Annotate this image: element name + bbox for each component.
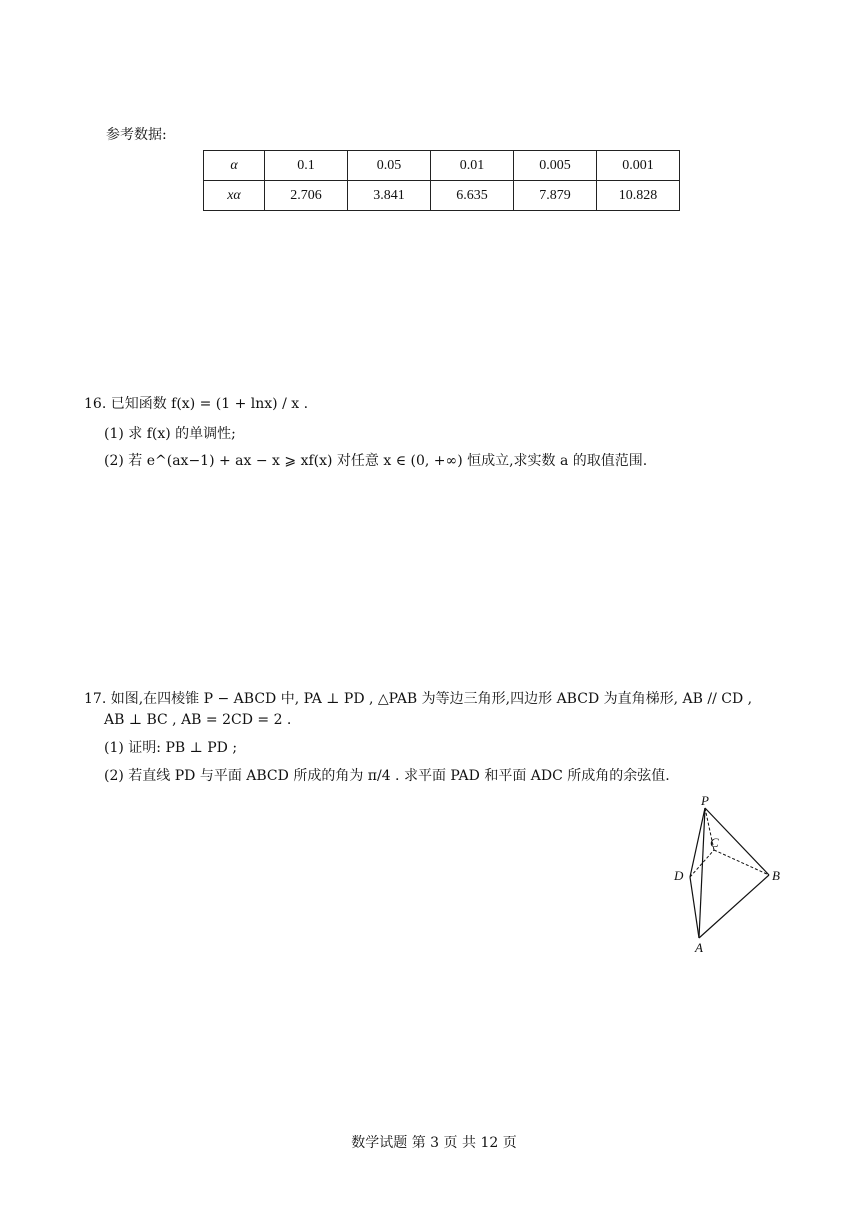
question-17-part-2: (2) 若直线 PD 与平面 ABCD 所成的角为 π/4 . 求平面 PAD 和平面 ADC 所成角的余弦值. (104, 768, 670, 784)
table-cell: 0.1 (265, 151, 348, 181)
page-footer: 数学试题 第 3 页 共 12 页 (351, 1135, 517, 1151)
edge-PA (699, 808, 705, 938)
table-cell: 10.828 (597, 181, 680, 211)
question-16-part-2: (2) 若 e^(ax−1) + ax − x ⩾ xf(x) 对任意 x ∈ (0, +∞) 恒成立,求实数 a 的取值范围. (104, 453, 648, 469)
table-cell: 0.05 (348, 151, 431, 181)
table-cell: 7.879 (514, 181, 597, 211)
table-cell: 0.01 (431, 151, 514, 181)
vertex-label-B: B (772, 868, 780, 883)
alpha-header: α (204, 151, 265, 181)
table-cell: 3.841 (348, 181, 431, 211)
x-alpha-header: xα (204, 181, 265, 211)
question-16-stem: 16. 已知函数 f(x) = (1 + lnx) / x . (84, 396, 309, 412)
vertex-label-A: A (695, 940, 703, 955)
vertex-label-P: P (701, 795, 709, 808)
table-cell: 6.635 (431, 181, 514, 211)
table-row-x (204, 181, 680, 211)
question-17-part-1: (1) 证明: PB ⊥ PD ; (104, 740, 238, 756)
edge-DA (690, 877, 699, 938)
table-cell: 2.706 (265, 181, 348, 211)
question-17-stem-line-2: AB ⊥ BC , AB = 2CD = 2 . (104, 712, 292, 728)
table-row-alpha (204, 151, 680, 181)
table-cell: 0.001 (597, 151, 680, 181)
vertex-label-C: C (710, 835, 719, 850)
edge-AB (699, 875, 769, 938)
reference-data-table (203, 150, 680, 211)
table-cell: 0.005 (514, 151, 597, 181)
pyramid-figure (665, 795, 795, 960)
question-16-part-1: (1) 求 f(x) 的单调性; (104, 426, 236, 442)
reference-data-label: 参考数据: (106, 127, 167, 143)
vertex-label-D: D (674, 868, 684, 883)
question-17-stem-line-1: 17. 如图,在四棱锥 P − ABCD 中, PA ⊥ PD , △PAB 为等边三角形,四边形 ABCD 为直角梯形, AB // CD , (84, 691, 753, 707)
edge-CB-hidden (714, 850, 769, 875)
